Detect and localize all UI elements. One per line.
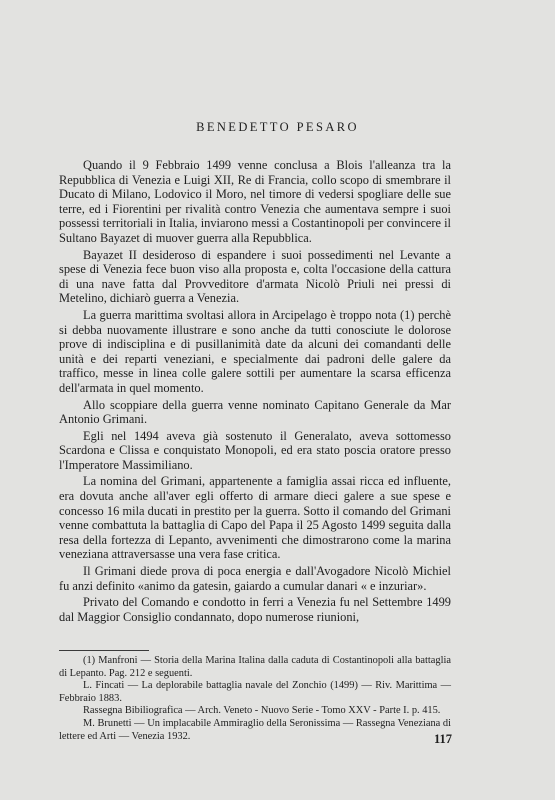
paragraph: La nomina del Grimani, appartenente a famiglia assai ricca ed influente, era dovuta anche all'aver egli offerto di armare dieci galere a sue spese e concesso 16 mila ducati in prestito per la guerra. Sotto il comando del Grimani venne combattuta la battaglia di Capo del Papa il 25 Agosto 1499 seguita dalla resa della fortezza di Lepanto, avvenimenti che dimostrarono come la marina veneziana attraversasse una vera fase critica. (59, 474, 451, 562)
paragraph: Il Grimani diede prova di poca energia e dall'Avogadore Nicolò Michiel fu anzi definito «animo da gatesin, gaiardo a cumular danari « e inzuriar». (59, 564, 451, 593)
paragraph: La guerra marittima svoltasi allora in Arcipelago è troppo nota (1) perchè si debba nuovamente illustrare e sono anche da tutti conosciute le dolorose prove di indisciplina e di pusillanimità date da alcuni dei comandanti delle unità e dei reparti veneziani, e specialmente dai padroni delle galere da traffico, messe in linea colle galere sottili per aumentare la scarsa efficenza dell'armata in quel momento. (59, 307, 451, 395)
footnote: M. Brunetti — Un implacabile Ammiraglio della Seronissima — Rassegna Veneziana di lettere ed Arti — Venezia 1932. (59, 717, 451, 742)
body-text (59, 158, 451, 626)
paragraph: Allo scoppiare della guerra venne nominato Capitano Generale da Mar Antonio Grimani. (59, 397, 451, 427)
paragraph: Egli nel 1494 aveva già sostenuto il Generalato, aveva sottomesso Scardona e Clissa e conquistato Monopoli, ed era stato poscia oratore presso l'Imperatore Massimiliano. (59, 428, 451, 472)
paragraph: Quando il 9 Febbraio 1499 venne conclusa a Blois l'alleanza tra la Repubblica di Venezia e Luigi XII, Re di Francia, collo scopo di smembrare il Ducato di Milano, Lodovico il Moro, nel timore di vedersi spogliare delle sue terre, ed i Fiorentini per rivalità contro Venezia che aumentava sempre i suoi possessi territoriali in Italia, inviarono messi a Costantinopoli per convincere il Sultano Bayazet di muover guerra alla Repubblica. (59, 158, 451, 245)
footnote: L. Fincati — La deplorabile battaglia navale del Zonchio (1499) — Riv. Marittima — Febbraio 1883. (59, 680, 451, 704)
paragraph: Bayazet II desideroso di espandere i suoi possedimenti nel Levante a spese di Venezia fece buon viso alla proposta e, colta l'occasione della cattura di una nave fatta dal Provveditore d'armata Nicolò Priuli nei pressi di Metelino, dichiarò guerra a Venezia. (59, 247, 451, 306)
footnote-divider (59, 650, 149, 651)
footnote: (1) Manfroni — Storia della Marina Italina dalla caduta di Costantinopoli alla battaglia di Lepanto. Pag. 212 e seguenti. (59, 655, 451, 679)
footnote: Rassegna Bibiliografica — Arch. Veneto - Nuovo Serie - Tomo XXV - Parte I. p. 415. (83, 705, 441, 717)
page-number: 117 (433, 732, 452, 746)
footnotes (59, 655, 451, 743)
paragraph: Privato del Comando e condotto in ferri a Venezia fu nel Settembre 1499 dal Maggior Consiglio condannato, dopo numerose riunioni, (59, 595, 451, 624)
page-title: BENEDETTO PESARO (196, 120, 359, 134)
